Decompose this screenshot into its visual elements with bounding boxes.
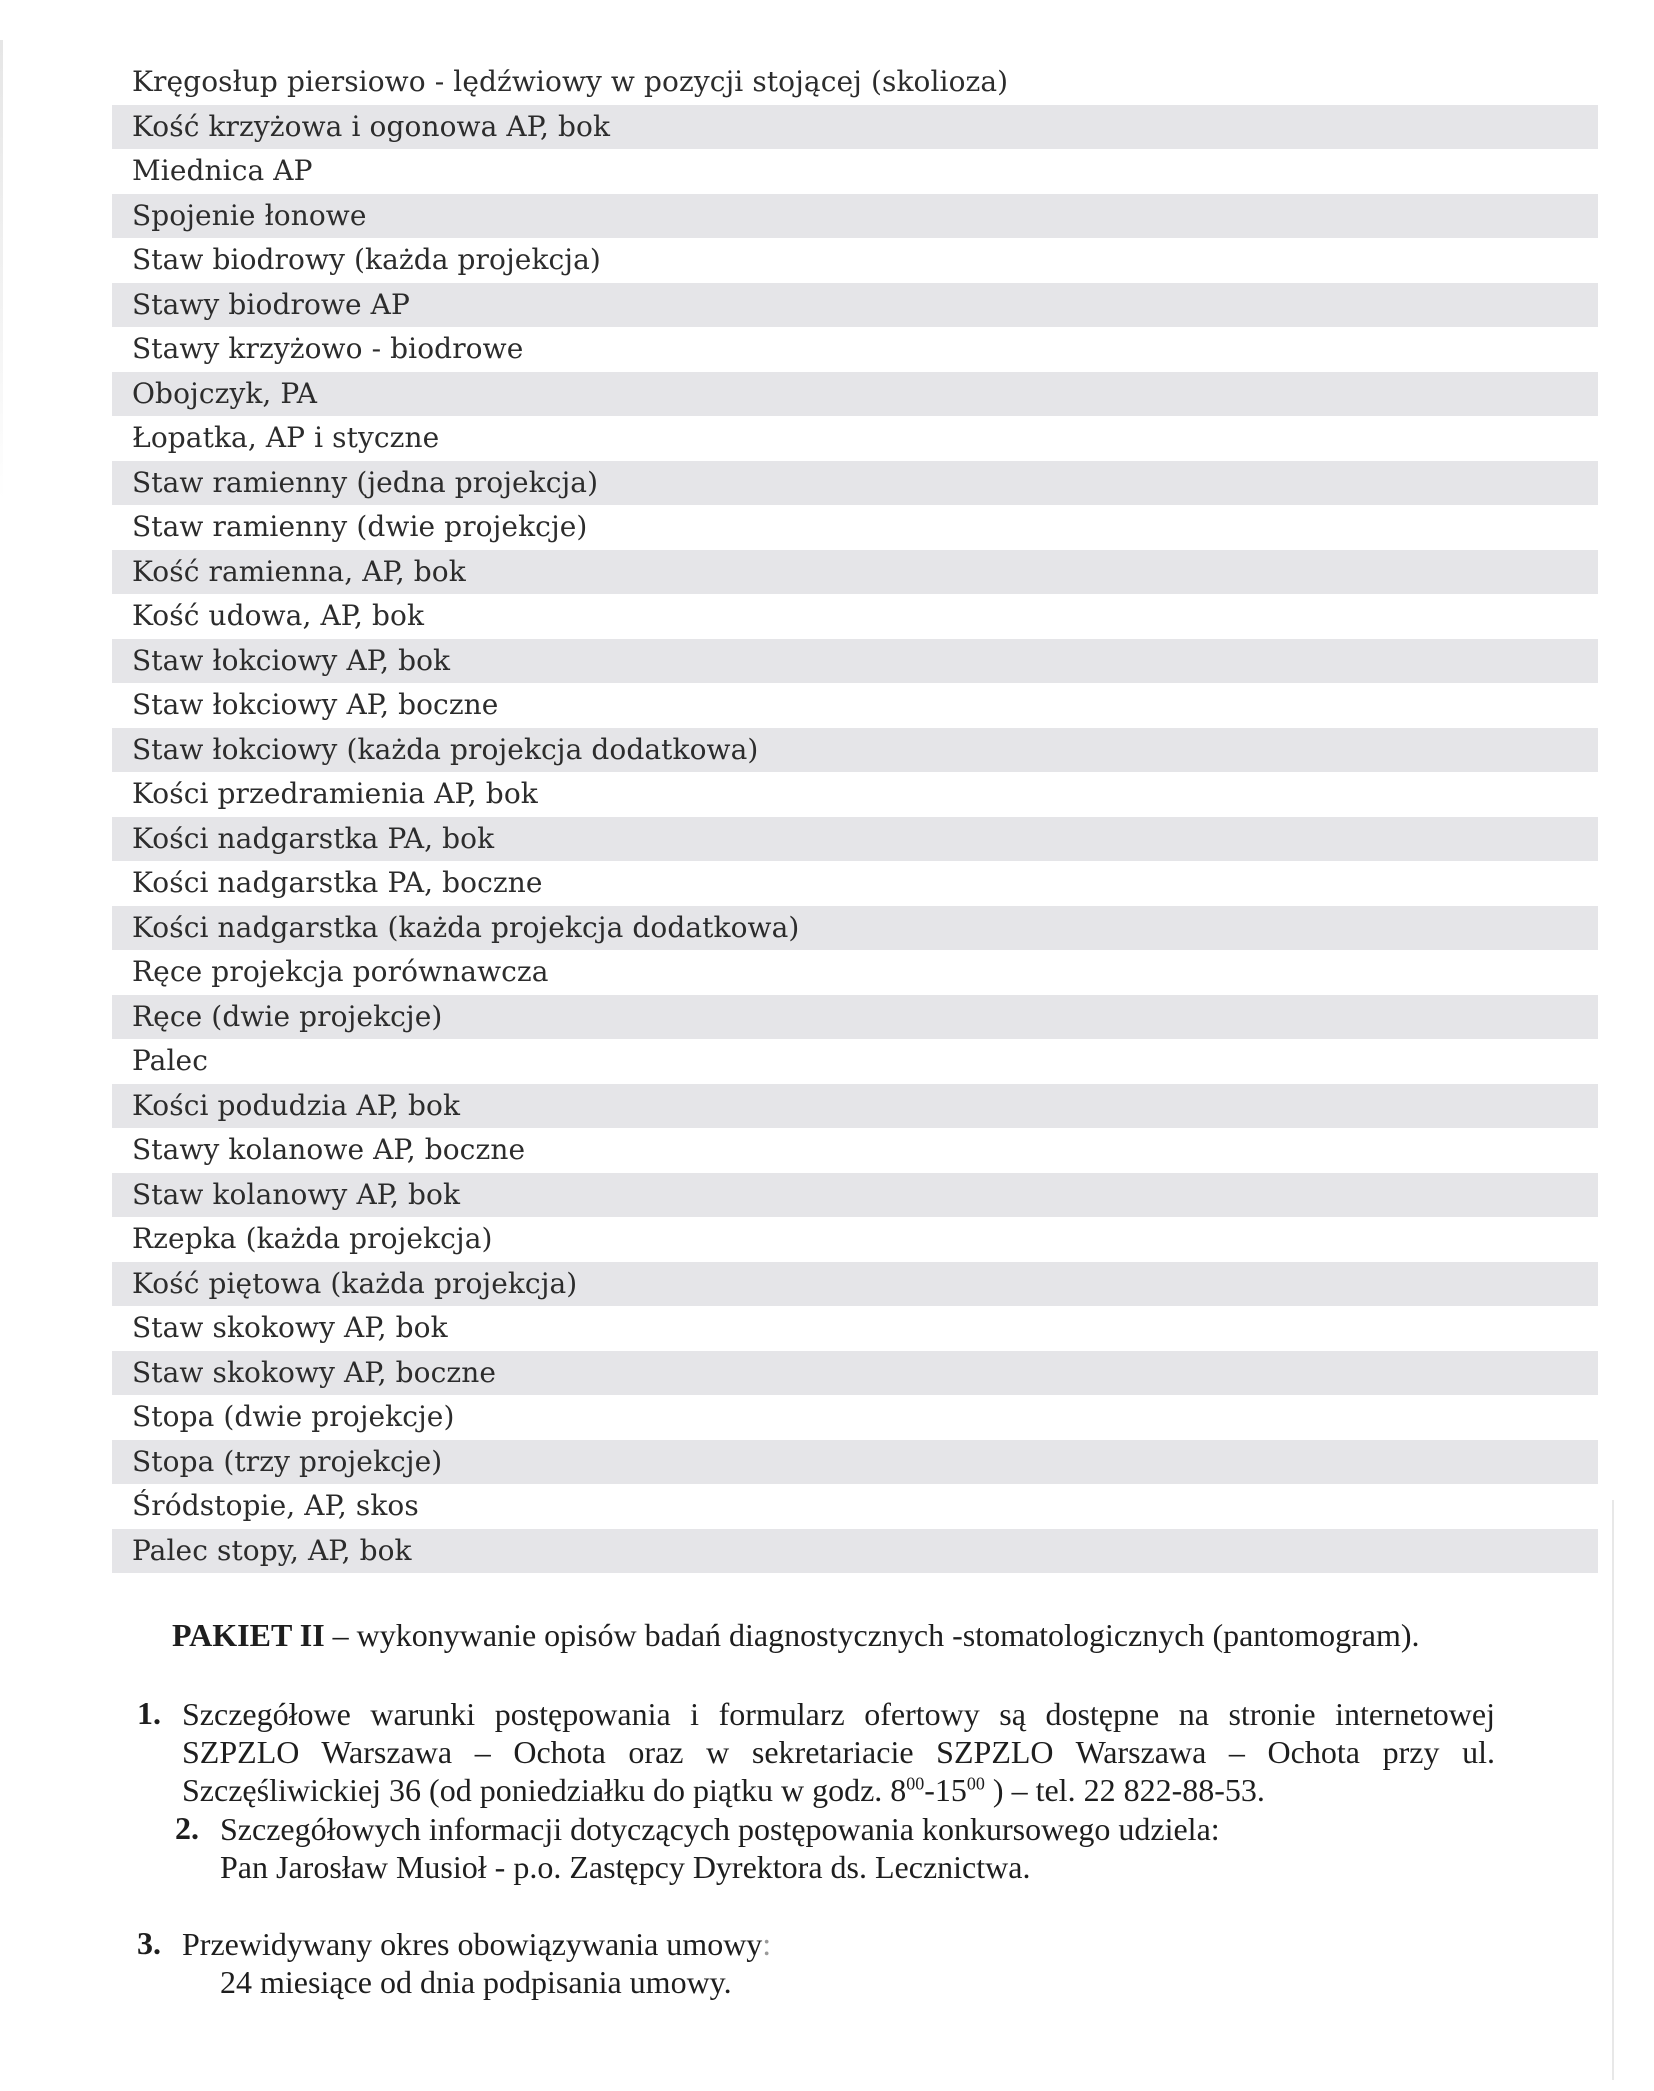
list-item-line: Szczegółowych informacji dotyczących postępowania konkursowego udziela:: [220, 1811, 1220, 1847]
exam-row: Kręgosłup piersiowo - lędźwiowy w pozycji stojącej (skolioza): [132, 65, 1009, 98]
exam-row: Spojenie łonowe: [112, 194, 1598, 239]
list-item-1: [137, 1695, 1495, 1809]
list-item-body: [182, 1925, 1437, 2001]
exam-row: Miednica AP: [132, 154, 313, 187]
list-number: 1.: [137, 1695, 161, 1731]
list-item-line: [182, 1771, 1495, 1809]
exam-row: Kość udowa, AP, bok: [132, 599, 425, 632]
exam-row: Stawy kolanowe AP, boczne: [132, 1133, 526, 1166]
exam-row: Śródstopie, AP, skos: [132, 1489, 419, 1522]
exam-row: Ręce projekcja porównawcza: [132, 955, 549, 988]
pakiet-heading: [172, 1617, 1419, 1654]
exam-row: Staw skokowy AP, boczne: [112, 1351, 1598, 1396]
exam-row: Palec: [132, 1044, 208, 1077]
hours-text: -15: [924, 1772, 967, 1808]
exam-row: Obojczyk, PA: [112, 372, 1598, 417]
exam-row: Rzepka (każda projekcja): [132, 1222, 493, 1255]
exam-row: Stawy krzyżowo - biodrowe: [132, 332, 524, 365]
exam-table: [112, 60, 1598, 1573]
exam-row: Kość piętowa (każda projekcja): [112, 1262, 1598, 1307]
contract-period-label: Przewidywany okres obowiązywania umowy: [182, 1926, 763, 1962]
list-item-line: 24 miesiące od dnia podpisania umowy.: [220, 1964, 732, 2000]
exam-row: Staw łokciowy AP, bok: [112, 639, 1598, 684]
exam-row: Kości podudzia AP, bok: [112, 1084, 1598, 1129]
exam-row: Łopatka, AP i styczne: [132, 421, 440, 454]
exam-row: Stopa (trzy projekcje): [112, 1440, 1598, 1485]
list-item-body: [220, 1810, 1475, 1886]
exam-row: Kości nadgarstka PA, bok: [112, 817, 1598, 862]
list-item-line: [182, 1925, 1437, 1963]
hours-text: Szczęśliwickiej 36 (od poniedziałku do piątku w godz. 8: [182, 1772, 907, 1808]
exam-row: Palec stopy, AP, bok: [112, 1529, 1598, 1574]
exam-row: Staw łokciowy (każda projekcja dodatkowa): [112, 728, 1598, 773]
list-item-2: [175, 1810, 1475, 1886]
contract-period-colon: :: [762, 1926, 772, 1962]
exam-row: Kości przedramienia AP, bok: [132, 777, 538, 810]
list-item-body: [182, 1695, 1495, 1809]
exam-row: Kości nadgarstka (każda projekcja dodatkowa): [112, 906, 1598, 951]
pakiet-text: wykonywanie opisów badań diagnostycznych -stomatologicznych (pantomogram).: [356, 1617, 1420, 1653]
exam-row: Staw skokowy AP, bok: [132, 1311, 448, 1344]
exam-row: Staw ramienny (jedna projekcja): [112, 461, 1598, 506]
list-item-line: SZPZLO Warszawa – Ochota oraz w sekretariacie SZPZLO Warszawa – Ochota przy ul.: [182, 1734, 1495, 1770]
list-number: 2.: [175, 1810, 199, 1846]
list-item-line: Szczegółowe warunki postępowania i formularz ofertowy są dostępne na stronie internetowej: [182, 1696, 1495, 1732]
hours-superscript: 00: [906, 1773, 925, 1794]
list-item-line: Pan Jarosław Musioł - p.o. Zastępcy Dyrektora ds. Lecznictwa.: [220, 1849, 1031, 1885]
exam-row: Staw biodrowy (każda projekcja): [132, 243, 601, 276]
exam-row: Ręce (dwie projekcje): [112, 995, 1598, 1040]
exam-row: Staw kolanowy AP, bok: [112, 1173, 1598, 1218]
exam-row: Kości nadgarstka PA, boczne: [132, 866, 543, 899]
list-number: 3.: [137, 1925, 161, 1961]
pakiet-label: PAKIET II: [172, 1617, 325, 1653]
exam-row: Kość krzyżowa i ogonowa AP, bok: [112, 105, 1598, 150]
exam-row: Staw ramienny (dwie projekcje): [132, 510, 588, 543]
list-item-3: [137, 1925, 1437, 2001]
hours-superscript: 00: [966, 1773, 985, 1794]
exam-row: Kość ramienna, AP, bok: [112, 550, 1598, 595]
scan-edge-right: [1612, 1500, 1614, 2080]
exam-row: Staw łokciowy AP, boczne: [132, 688, 499, 721]
phone-text: ) – tel. 22 822-88-53.: [984, 1772, 1265, 1808]
exam-row: Stopa (dwie projekcje): [132, 1400, 455, 1433]
scan-edge-left: [0, 40, 3, 500]
pakiet-dash: –: [324, 1617, 357, 1653]
exam-row: Stawy biodrowe AP: [112, 283, 1598, 328]
